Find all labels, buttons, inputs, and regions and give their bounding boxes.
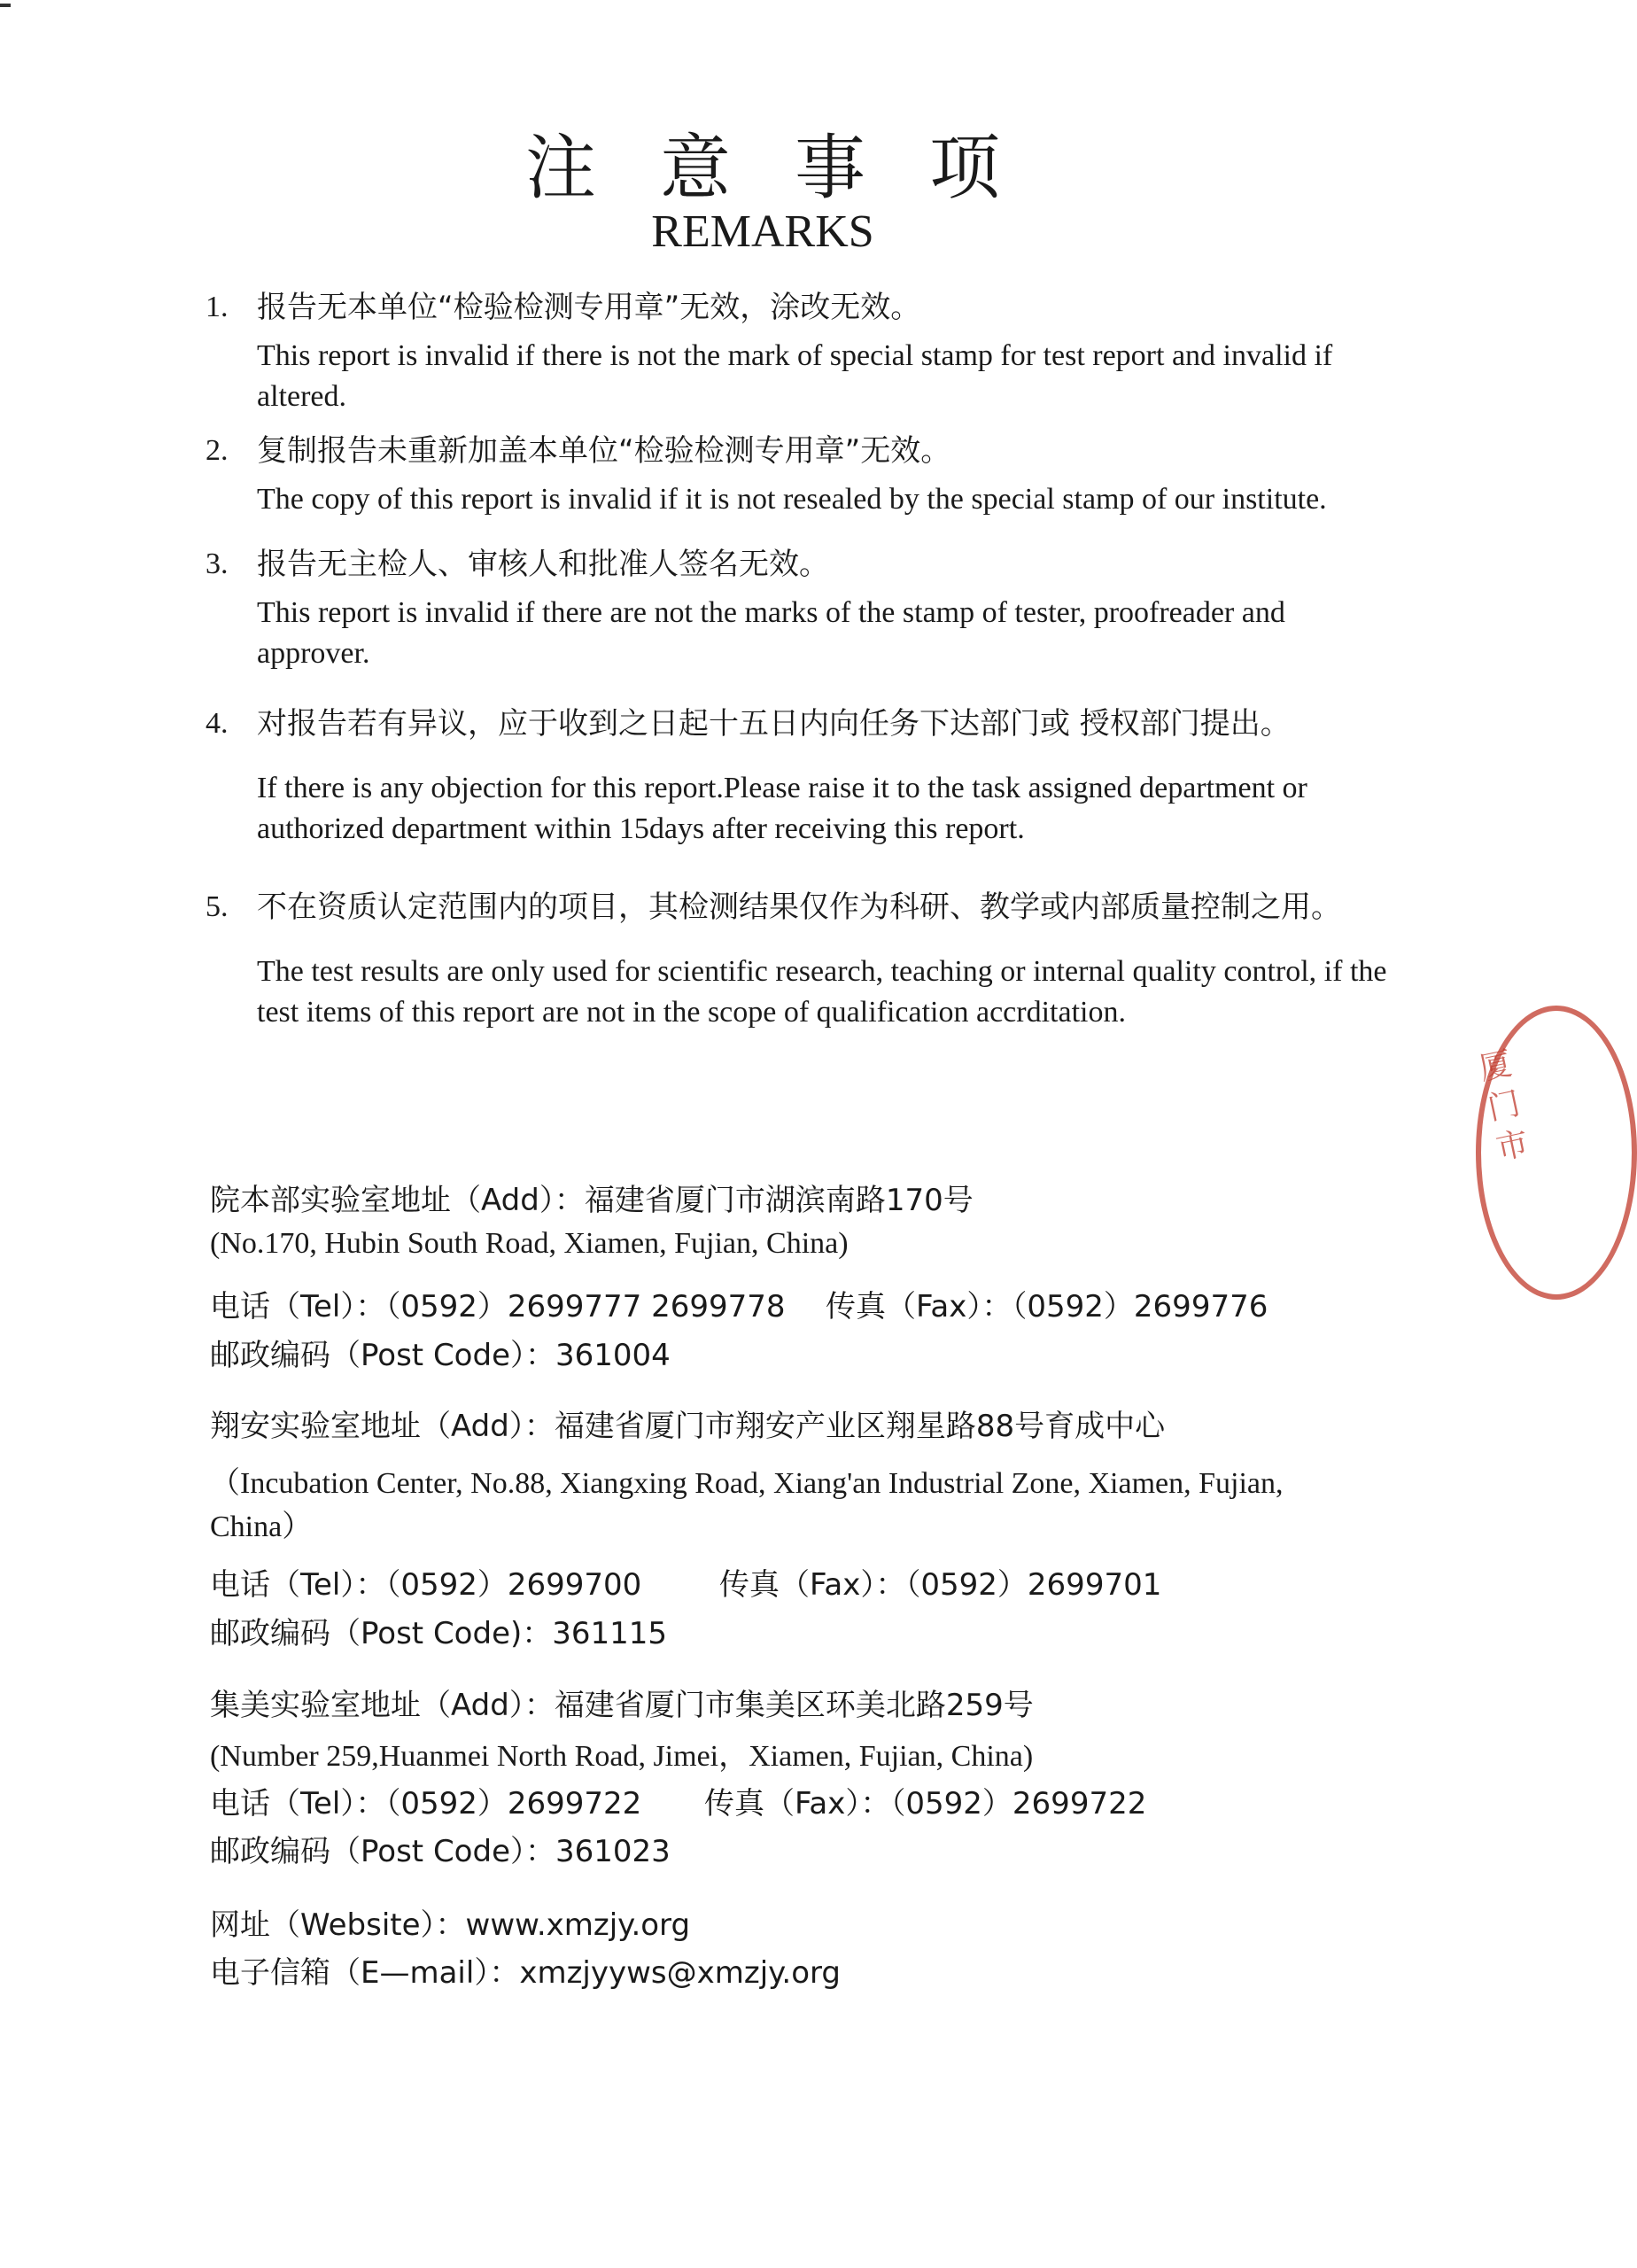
stamp-text: 厦门市	[1476, 1045, 1532, 1168]
xiangan-tel: 电话（Tel）：（0592）2699700	[210, 1567, 642, 1603]
email: 电子信箱（E—mail）：xmzjyyws@xmzjy.org	[210, 1955, 842, 1991]
remark-text-en: This report is invalid if there is not the mark of special stamp for test report and invalid if altered.	[257, 339, 1333, 413]
page-title-en: REMARKS	[651, 206, 874, 257]
jimei-phone-row	[210, 1786, 1406, 1822]
remark-text-en: The test results are only used for scientific research, teaching or internal quality control, if the test items of this report are not in the scope of qualification accrditation.	[257, 955, 1387, 1029]
jimei-fax: 传真（Fax）：（0592）2699722	[704, 1786, 1147, 1821]
hq-postcode: 邮政编码（Post Code）：361004	[210, 1338, 671, 1373]
remark-text-zh: 复制报告未重新加盖本单位“检验检测专用章”无效。	[257, 433, 951, 469]
remark-number: 3.	[206, 548, 229, 580]
jimei-address-zh: 集美实验室地址（Add）：福建省厦门市集美区环美北路259号	[210, 1688, 1034, 1723]
jimei-address-en: (Number 259,Huanmei North Road, Jimei，Xiamen, Fujian, China)	[210, 1740, 1034, 1773]
jimei-postcode: 邮政编码（Post Code）：361023	[210, 1834, 671, 1869]
remark-number: 5.	[206, 890, 229, 923]
hq-address-zh: 院本部实验室地址（Add）：福建省厦门市湖滨南路170号	[210, 1183, 974, 1218]
xiangan-address-zh: 翔安实验室地址（Add）：福建省厦门市翔安产业区翔星路88号育成中心	[210, 1409, 1166, 1444]
remark-text-zh: 不在资质认定范围内的项目，其检测结果仅作为科研、教学或内部质量控制之用。	[257, 889, 1341, 925]
remark-number: 4.	[206, 707, 229, 740]
remark-number: 1.	[206, 291, 229, 323]
page-title-zh: 注意事项	[525, 127, 1064, 209]
website: 网址（Website）：www.xmzjy.org	[210, 1907, 691, 1943]
remark-text-en: If there is any objection for this report.Please raise it to the task assigned department or authorized department within 15days after receiving this report.	[257, 772, 1307, 845]
remark-text-zh: 对报告若有异议，应于收到之日起十五日内向任务下达部门或 授权部门提出。	[257, 706, 1291, 742]
remark-text-en: This report is invalid if there are not the marks of the stamp of tester, proofreader and approver.	[257, 596, 1285, 670]
hq-address-en: (No.170, Hubin South Road, Xiamen, Fujian, China)	[210, 1227, 849, 1260]
xiangan-address-en: （Incubation Center, No.88, Xiangxing Road, Xiang'an Industrial Zone, Xiamen, Fujian, China）	[210, 1467, 1284, 1543]
hq-fax: 传真（Fax）：（0592）2699776	[826, 1289, 1268, 1324]
xiangan-postcode: 邮政编码（Post Code)：361115	[210, 1616, 668, 1651]
hq-phone-row	[210, 1289, 1406, 1325]
remark-text-zh: 报告无主检人、审核人和批准人签名无效。	[257, 547, 829, 582]
xiangan-fax: 传真（Fax）：（0592）2699701	[719, 1567, 1162, 1603]
corner-mark	[0, 4, 11, 7]
jimei-tel: 电话（Tel）：（0592）2699722	[210, 1786, 642, 1821]
remark-number: 2.	[206, 434, 229, 467]
remark-text-zh: 报告无本单位“检验检测专用章”无效，涂改无效。	[257, 290, 921, 325]
remark-text-en: The copy of this report is invalid if it is not resealed by the special stamp of our institute.	[257, 483, 1327, 516]
xiangan-phone-row	[210, 1567, 1406, 1604]
hq-tel: 电话（Tel）：（0592）2699777 2699778	[210, 1289, 786, 1324]
